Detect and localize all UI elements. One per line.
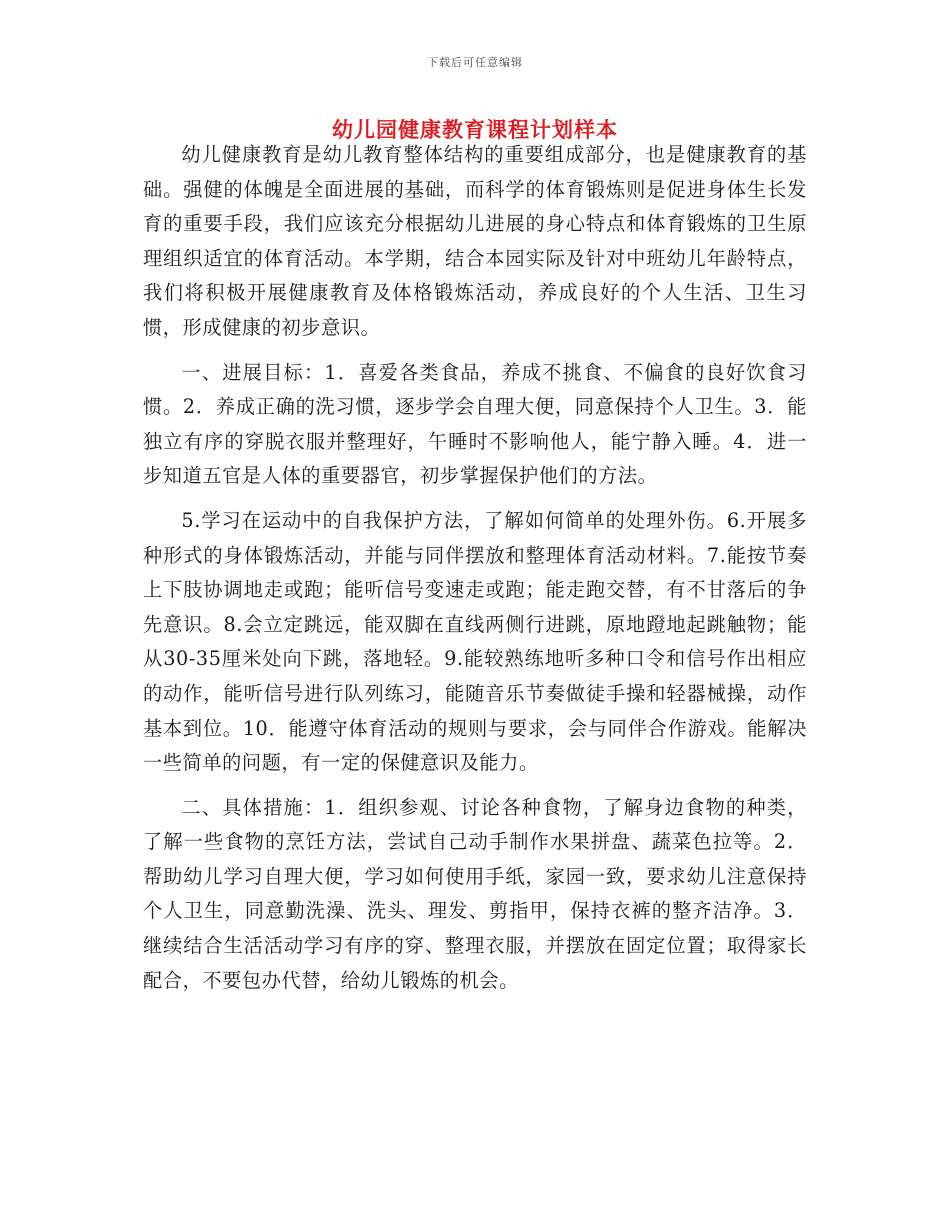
document-body <box>143 138 807 998</box>
paragraph-goals: 一、进展目标：1．喜爱各类食品，养成不挑食、不偏食的良好饮食习惯。2．养成正确的洗习惯，逐步学会自理大便，同意保持个人卫生。3．能独立有序的穿脱衣服并整理好，午睡时不影响他人，能宁静入睡。4．进一步知道五官是人体的重要器官，初步掌握保护他们的方法。 <box>143 360 807 488</box>
page-header-note: 下载后可任意编辑 <box>427 56 523 69</box>
document-title: 幼儿园健康教育课程计划样本 <box>332 117 618 142</box>
paragraph-goals-continued: 5.学习在运动中的自我保护方法，了解如何简单的处理外伤。6.开展多种形式的身体锻炼活动，并能与同伴摆放和整理体育活动材料。7.能按节奏上下肢协调地走或跑；能听信号变速走或跑；能走跑交替，有不甘落后的争先意识。8.会立定跳远，能双脚在直线两侧行进跳，原地蹬地起跳触物；能从30-35厘米处向下跳，落地轻。9.能较熟练地听多种口令和信号作出相应的动作，能听信号进行队列练习，能随音乐节奏做徒手操和轻器械操，动作基本到位。10．能遵守体育活动的规则与要求，会与同伴合作游戏。能解决一些简单的问题，有一定的保健意识及能力。 <box>143 508 807 775</box>
paragraph-intro: 幼儿健康教育是幼儿教育整体结构的重要组成部分，也是健康教育的基础。强健的体魄是全面进展的基础，而科学的体育锻炼则是促进身体生长发育的重要手段，我们应该充分根据幼儿进展的身心特点和体育锻炼的卫生原理组织适宜的体育活动。本学期，结合本园实际及针对中班幼儿年龄特点，我们将积极开展健康教育及体格锻炼活动，养成良好的个人生活、卫生习惯，形成健康的初步意识。 <box>143 143 807 339</box>
paragraph-measures: 二、具体措施：1．组织参观、讨论各种食物，了解身边食物的种类，了解一些食物的烹饪方法，尝试自己动手制作水果拼盘、蔬菜色拉等。2．帮助幼儿学习自理大便，学习如何使用手纸，家园一致，要求幼儿注意保持个人卫生，同意勤洗澡、洗头、理发、剪指甲，保持衣裤的整齐洁净。3．继续结合生活活动学习有序的穿、整理衣服，并摆放在固定位置；取得家长配合，不要包办代替，给幼儿锻炼的机会。 <box>143 795 807 992</box>
